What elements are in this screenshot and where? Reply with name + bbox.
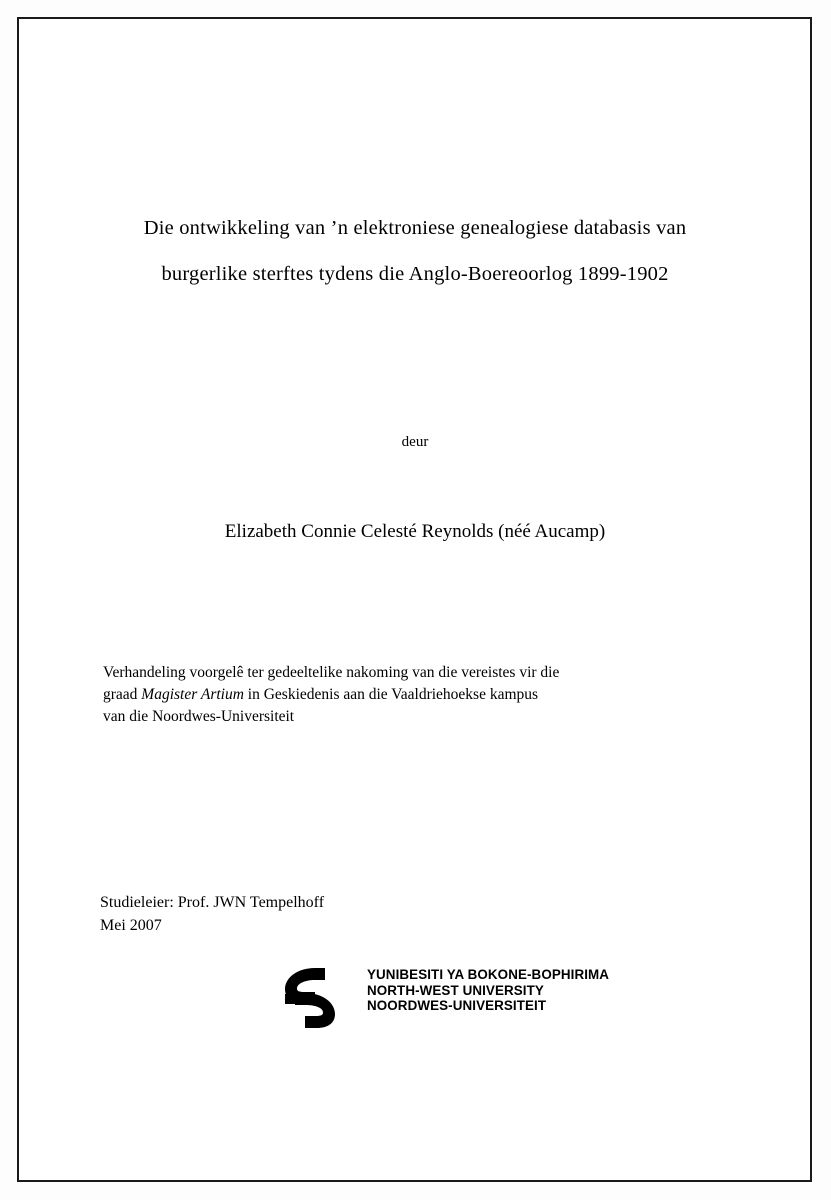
supervisor-block xyxy=(100,891,324,937)
statement-line-2-pre: graad xyxy=(103,686,142,703)
page-title xyxy=(100,205,730,297)
statement-line-2 xyxy=(103,684,723,706)
logo-line-1: YUNIBESITI YA BOKONE-BOPHIRIMA xyxy=(367,967,610,982)
nwu-logo-icon xyxy=(255,965,365,1031)
title-page-content xyxy=(100,0,730,1200)
logo-line-2: NORTH-WEST UNIVERSITY xyxy=(367,982,544,998)
supervisor-line: Studieleier: Prof. JWN Tempelhoff xyxy=(100,894,325,911)
logo-line-3: NOORDWES-UNIVERSITEIT xyxy=(367,998,547,1013)
degree-name: Magister Artium xyxy=(141,686,244,703)
by-label: deur xyxy=(401,434,429,450)
logo-text-block xyxy=(367,967,609,1014)
statement-line-3: van die Noordwes-Universiteit xyxy=(103,708,295,725)
degree-statement xyxy=(103,662,723,728)
statement-line-1: Verhandeling voorgelê ter gedeeltelike nakoming van die vereistes vir die xyxy=(103,664,560,681)
date-line: Mei 2007 xyxy=(100,917,162,934)
statement-line-2-post: in Geskiedenis aan die Vaaldriehoekse kampus xyxy=(243,686,539,703)
title-line-1: Die ontwikkeling van ’n elektroniese genealogiese databasis van xyxy=(143,217,687,239)
author-name: Elizabeth Connie Celesté Reynolds (néé Aucamp) xyxy=(224,521,606,542)
university-logo xyxy=(255,965,655,1035)
title-line-2: burgerlike sterftes tydens die Anglo-Boereoorlog 1899-1902 xyxy=(161,263,669,285)
